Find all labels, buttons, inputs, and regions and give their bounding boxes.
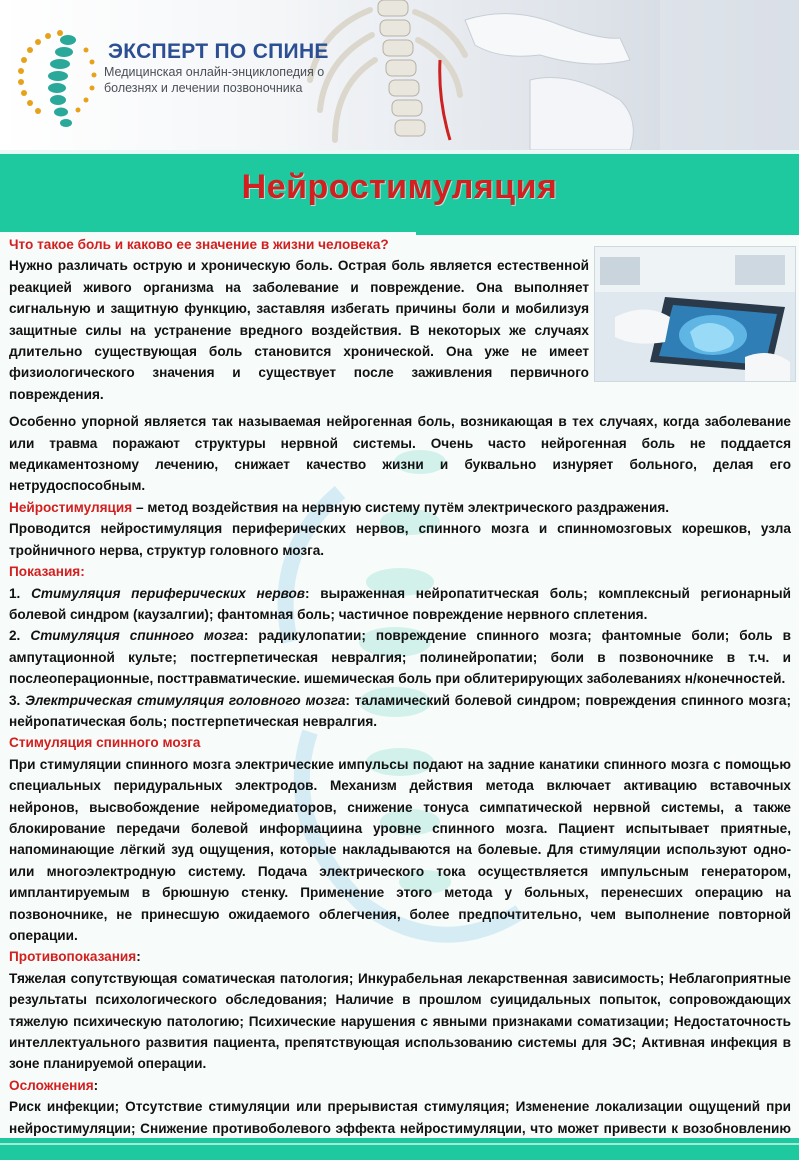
logo-subtitle: Медицинская онлайн-энциклопедия о болезнях и лечении позвоночника	[104, 65, 325, 95]
spine-photo-illustration	[300, 0, 799, 150]
footer-band	[0, 1138, 799, 1158]
scs-paragraph: При стимуляции спинного мозга электрические импульсы подают на задние канатики спинного мозга с помощью специальных перидуральных электродов. Механизм действия метода включает активацию вставочных нейронов, высвобождение нейромедиаторов, снижение тонуса симпатической нервной системы, а также блокирование передачи болевой информациина уровне спинного мозга. Пациент испытывает приятные, напоминающие лёгкий зуд ощущения, которые накладываются на болевые. Для стимуляции используют одно- или многоэлектродную систему. Подача электрического тока осуществляется импульсным генератором, имплантируемым в брюшную стенку. Применение этого метода у больных, перенесших операцию на позвоночнике, не принесшую ожидаемого облегчения, более предпочтительно, чем выполнение повторной операции.	[9, 756, 791, 943]
content-panel	[0, 232, 799, 1138]
indication-item: 3. Электрическая стимуляция головного мозга: таламический болевой синдром; повреждения спинного мозга; нейропатическая боль; постгерпетическая невралгия.	[9, 692, 792, 729]
contra-paragraph: Тяжелая сопутствующая соматическая патология; Инкурабельная лекарственная зависимость; Неблагоприятные результаты психологического обследования; Наличие в прошлом суицидальных попыток, сопровождающих тяжелую психическую патологию; Психические нарушения с явными признаками соматизации; Недостаточность интеллектуального развития пациента, препятствующая использованию системы для ЭС; Активная инфекция в зоне планируемой операции.	[9, 970, 791, 1072]
section-heading-complications: Осложнения	[9, 1077, 94, 1093]
indication-method: Стимуляция периферических нервов	[31, 585, 306, 601]
section-heading-contra: Противопоказания	[9, 949, 137, 965]
logo-spine-icon	[8, 20, 108, 135]
section-heading-indications: Показания:	[9, 564, 85, 580]
indication-item: 2. Стимуляция спинного мозга: радикулопатии; повреждение спинного мозга; фантомные боли; боль в ампутационной культе; постгерпетическая невралгия; полинейропатии; боли в позвоночнике в т.ч. и послеоперационные, посттравматические. ишемическая боль при облитерирующих заболеваниях н/конечностей.	[9, 628, 792, 687]
definition-text: – метод воздействия на нервную систему путём электрического раздражения.	[132, 499, 670, 515]
indication-item: 1. Стимуляция периферических нервов: выраженная нейропатитческая боль; комплексный регионарный болевой синдром (каузалгии); фантомная боль; частичное повреждение нервного сплетения.	[9, 585, 791, 622]
indication-method: Стимуляция спинного мозга	[30, 628, 244, 644]
section-heading-complications-line: Осложнения:	[9, 1077, 99, 1093]
complications-paragraph: Риск инфекции; Отсутствие стимуляции или прерывистая стимуляция; Изменение локализации ощущений при нейростимуляции; Снижение противоболевого эффекта нейростимуляции, что может привести к возобновлению	[9, 1099, 791, 1136]
page-title: Нейростимуляция	[241, 168, 558, 206]
section-heading-contra-line: Противопоказания:	[9, 949, 141, 965]
article-body	[9, 234, 791, 1160]
definition-term: Нейростимуляция	[9, 499, 133, 515]
intro-paragraph-1: Нужно различать острую и хроническую боль. Острая боль является естественной реакцией живого организма на заболевание и повреждение. Она выполняет сигнальную и защитную функцию, заставляя избегать причины боли и мобилизуя защитные силы на устранение вредного воздействия. В некоторых же случаях длительно существующая боль становится хронической. Она уже не имеет физиологического значения и существует после заживления первичного повреждения.	[9, 258, 589, 402]
header-banner	[0, 0, 799, 150]
indication-method: Электрическая стимуляция головного мозга	[25, 692, 346, 708]
definition-scope: Проводится нейростимуляция периферических нервов, спинного мозга и спинномозговых корешков, узла тройничного нерва, структур головного мозга.	[9, 521, 791, 558]
panel-accent-line	[416, 232, 799, 235]
intro-paragraph-2: Особенно упорной является так называемая нейрогенная боль, возникающая в тех случаях, когда заболевание или травма поражают структуры нервной системы. Очень часто нейрогенная боль не поддается медикаментозному лечению, снижает качество жизни и буквально изнуряет больного, делая его нетрудоспособным.	[9, 414, 791, 494]
footer-line	[0, 1143, 799, 1145]
section-heading-scs: Стимуляция спинного мозга	[9, 735, 201, 751]
logo-title: ЭКСПЕРТ ПО СПИНЕ	[108, 40, 329, 63]
definition-paragraph	[9, 497, 791, 518]
section-heading-intro: Что такое боль и каково ее значение в жизни человека?	[9, 237, 389, 252]
